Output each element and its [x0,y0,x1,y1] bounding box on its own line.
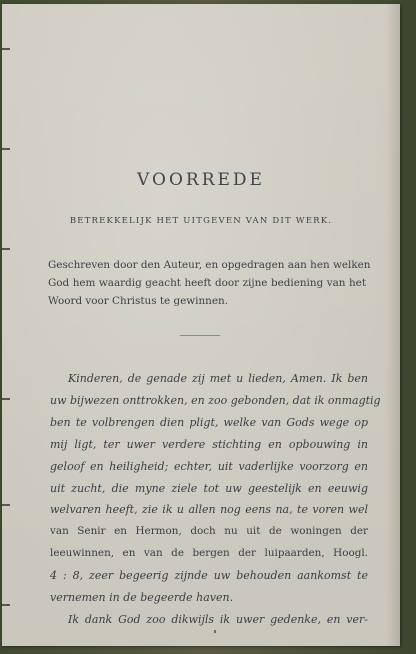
body-line: vernemen in de begeerde haven. [50,591,234,605]
body-line: welvaren heeft, zie ik u allen nog eens na, te voren wel [50,503,368,517]
page-title: VOORREDE [137,170,265,190]
body-paragraph [50,368,381,631]
body-line: Ik dank God zoo dikwijls ik uwer gedenke, en ver- [68,612,368,626]
dedication-line: Geschreven door den Auteur, en opgedragen aan hen welken [48,259,371,271]
body-line: uw bijwezen onttrokken, en zoo gebonden, dat ik onmagtig [50,393,381,407]
body-line: mij ligt, ter uwer verdere stichting en opbouwing in [50,437,368,451]
body-line: Kinderen, de genade zij met u lieden, Amen. Ik ben [68,372,368,385]
dedication-paragraph [48,256,371,310]
binding-stitch [2,148,10,150]
body-line: geloof en heiligheid; echter, uit vaderlijke voorzorg en [50,459,368,473]
body-line: uit zucht, die myne ziele tot uw geestelijk en eeuwig [50,481,368,495]
body-line: ben te volbrengen dien pligt, welke van Gods wege op [50,415,368,429]
page-edge-shadow [386,4,400,646]
section-divider [180,335,220,336]
book-page [2,4,400,646]
body-line: 4 : 8, zeer begeerig zijnde uw behouden aankomst te [50,569,368,583]
dedication-line: Woord voor Christus te gewinnen. [48,295,228,307]
binding-stitch [2,504,10,506]
binding-stitch [2,248,10,250]
page-subtitle: BETREKKELIJK HET UITGEVEN VAN DIT WERK. [69,216,333,226]
page-mark [214,630,216,633]
binding-stitch [2,604,10,606]
dedication-line: God hem waardig geacht heeft door zijne bediening van het [48,277,366,289]
binding-stitch [2,48,10,50]
binding-stitch [2,398,10,400]
body-line: van Senir en Hermon, doch nu uit de woningen der [50,525,368,538]
body-line: leeuwinnen, en van de bergen der luipaarden, Hoogl. [50,547,368,560]
